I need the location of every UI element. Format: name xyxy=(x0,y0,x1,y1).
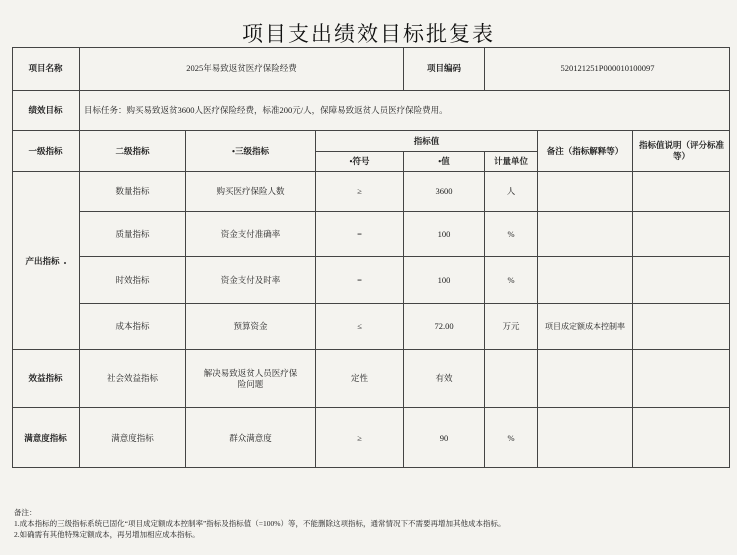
output-timeliness-level3: 资金支付及时率 xyxy=(186,257,316,304)
satisfaction-symbol: ≥ xyxy=(316,408,404,468)
output-timeliness-explanation xyxy=(633,257,730,304)
output-quality-unit: % xyxy=(485,212,538,257)
satisfaction-unit: % xyxy=(485,408,538,468)
header-indicator-value: 指标值 xyxy=(316,131,538,152)
output-quality-level2: 质量指标 xyxy=(80,212,186,257)
header-value: •值 xyxy=(404,152,485,172)
benefit-social-remark xyxy=(538,350,633,408)
performance-goal-label: 绩效目标 xyxy=(12,91,80,131)
category-output-label: 产出指标 xyxy=(25,254,65,267)
notes-section xyxy=(14,507,726,540)
output-cost-symbol: ≤ xyxy=(316,304,404,350)
header-level2: 二级指标 xyxy=(80,131,186,172)
output-cost-remark: 项目成定额成本控制率 xyxy=(538,304,633,350)
output-cost-value: 72.00 xyxy=(404,304,485,350)
header-level1: 一级指标 xyxy=(12,131,80,172)
note-line-1: 1.成本指标的三级指标系统已固化“项目成定额成本控制率”指标及指标值（=100%）等，不能删除这项指标，通常情况下不需要再增加其他成本指标。 xyxy=(14,519,506,528)
output-timeliness-level2: 时效指标 xyxy=(80,257,186,304)
header-explanation: 指标值说明（评分标准等） xyxy=(633,131,730,172)
output-cost-level2: 成本指标 xyxy=(80,304,186,350)
benefit-social-symbol: 定性 xyxy=(316,350,404,408)
output-quantity-symbol: ≥ xyxy=(316,172,404,212)
header-level3: •三级指标 xyxy=(186,131,316,172)
benefit-social-level3: 解决易致返贫人员医疗保险问题 xyxy=(186,350,316,408)
header-unit: 计量单位 xyxy=(485,152,538,172)
category-output xyxy=(12,172,80,350)
satisfaction-explanation xyxy=(633,408,730,468)
page-title: 项目支出绩效目标批复表 xyxy=(242,22,495,46)
project-name-value: 2025年易致返贫医疗保险经费 xyxy=(80,47,404,91)
output-cost-unit: 万元 xyxy=(485,304,538,350)
output-timeliness-remark xyxy=(538,257,633,304)
output-timeliness-unit: % xyxy=(485,257,538,304)
output-quality-level3: 资金支付准确率 xyxy=(186,212,316,257)
output-timeliness-symbol: = xyxy=(316,257,404,304)
output-quantity-value: 3600 xyxy=(404,172,485,212)
category-satisfaction-label: 满意度指标 xyxy=(12,408,80,468)
header-remark: 备注（指标解释等） xyxy=(538,131,633,172)
project-name-label: 项目名称 xyxy=(12,47,80,91)
satisfaction-level2: 满意度指标 xyxy=(80,408,186,468)
output-quality-remark xyxy=(538,212,633,257)
satisfaction-remark xyxy=(538,408,633,468)
output-quality-explanation xyxy=(633,212,730,257)
project-code-value: 520121251P000010100097 xyxy=(485,47,730,91)
notes-heading: 备注： xyxy=(14,508,37,517)
benefit-social-level2: 社会效益指标 xyxy=(80,350,186,408)
output-quality-symbol: = xyxy=(316,212,404,257)
output-quality-value: 100 xyxy=(404,212,485,257)
output-cost-level3: 预算资金 xyxy=(186,304,316,350)
output-quantity-explanation xyxy=(633,172,730,212)
category-benefit-label: 效益指标 xyxy=(12,350,80,408)
satisfaction-level3: 群众满意度 xyxy=(186,408,316,468)
output-quantity-level3: 购买医疗保险人数 xyxy=(186,172,316,212)
header-symbol: •符号 xyxy=(316,152,404,172)
output-quantity-remark xyxy=(538,172,633,212)
benefit-social-value: 有效 xyxy=(404,350,485,408)
output-cost-explanation xyxy=(633,304,730,350)
output-quantity-unit: 人 xyxy=(485,172,538,212)
satisfaction-value: 90 xyxy=(404,408,485,468)
output-timeliness-value: 100 xyxy=(404,257,485,304)
benefit-social-explanation xyxy=(633,350,730,408)
performance-goal-text: 目标任务：购买易致返贫3600人医疗保险经费，标准200元/人，保障易致返贫人员医疗保险费用。 xyxy=(80,91,730,131)
project-code-label: 项目编码 xyxy=(404,47,485,91)
benefit-social-unit xyxy=(485,350,538,408)
note-line-2: 2.如确需有其他特殊定额成本，再另增加相应成本指标。 xyxy=(14,530,200,539)
output-quantity-level2: 数量指标 xyxy=(80,172,186,212)
